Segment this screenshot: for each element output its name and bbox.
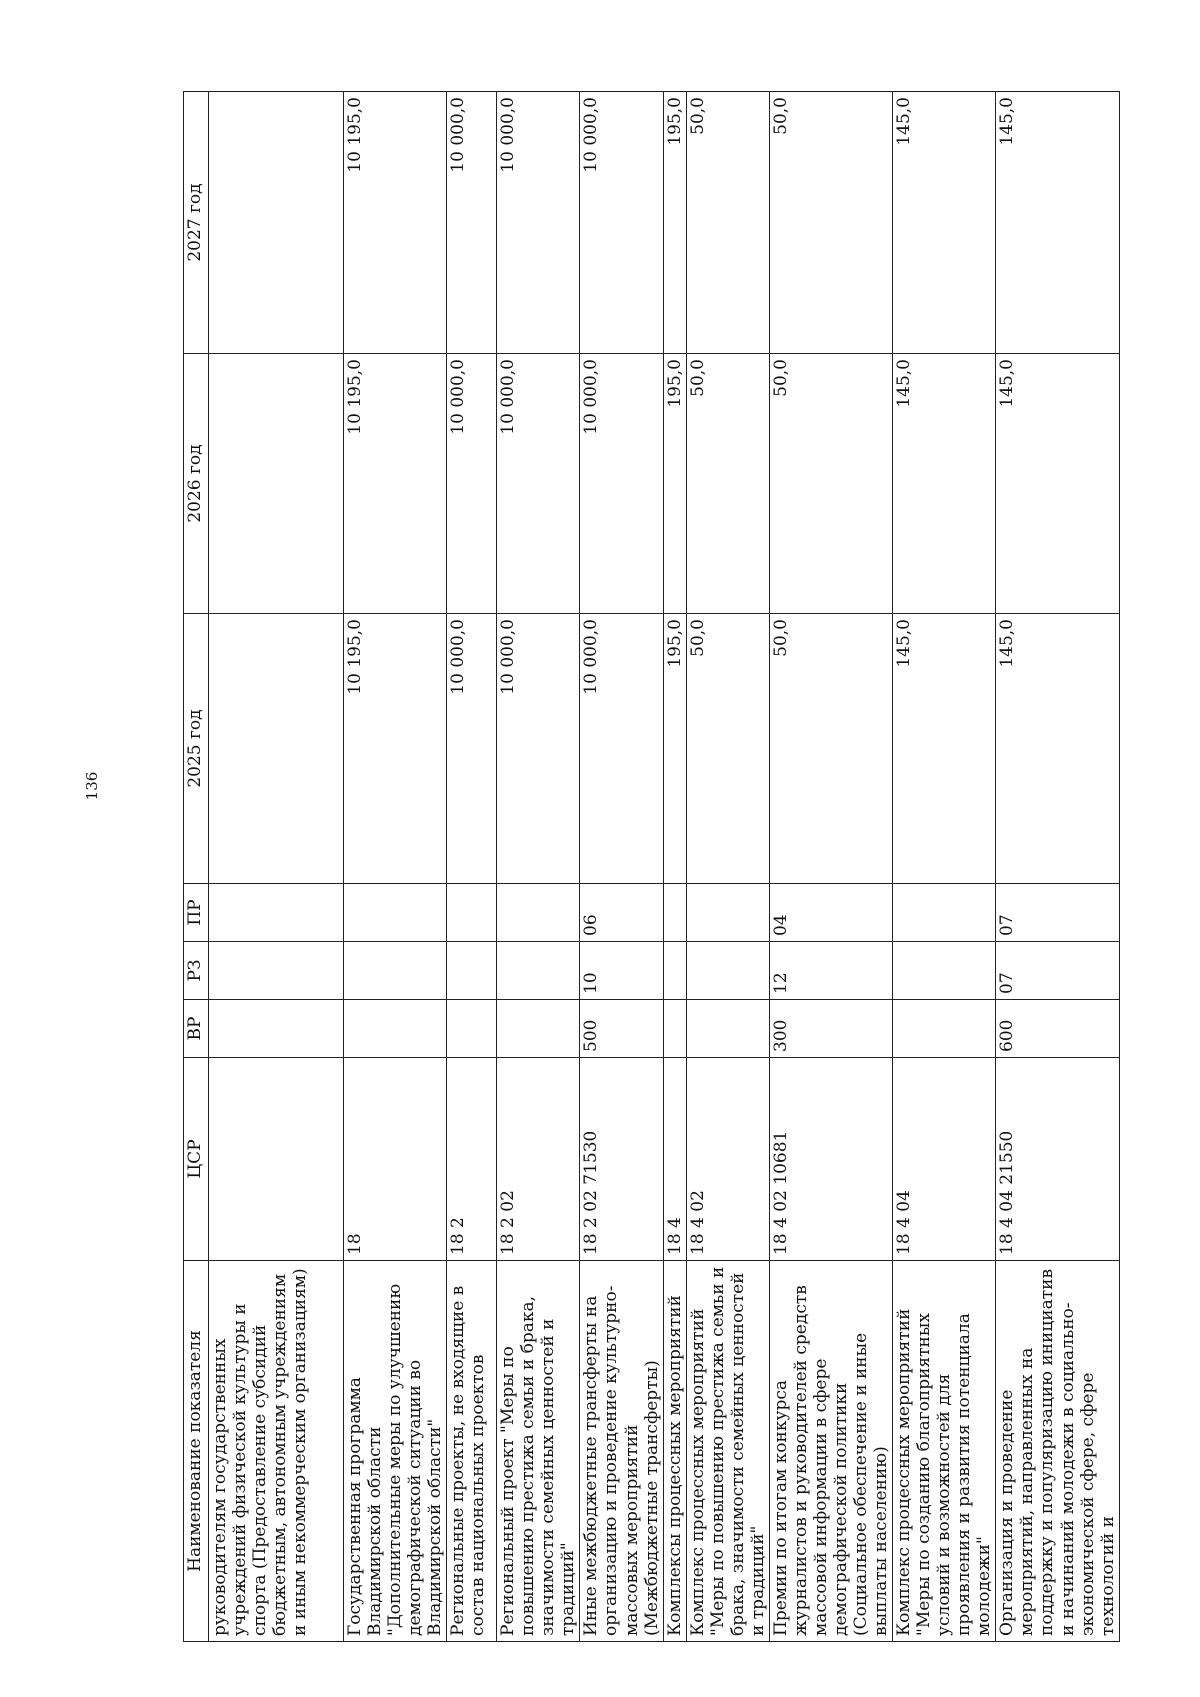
row-rz: [209, 942, 344, 1000]
row-2025: 10 195,0: [344, 614, 447, 884]
row-rz: [686, 942, 769, 1000]
row-name: руководителям государственных учреждений физической культуры и спорта (Предоставление субсидий бюджетным, автономным учреждениям и иным некоммерческим организациям): [209, 1261, 344, 1642]
row-pr: [497, 884, 580, 942]
row-vr: [447, 1000, 497, 1058]
row-pr: 04: [769, 884, 892, 942]
row-2025: 10 000,0: [447, 614, 497, 884]
row-name: Комплекс процессных мероприятий "Меры по созданию благоприятных условий и возможностей для проявления и развития потенциала молодежи": [893, 1261, 996, 1642]
row-csr: 18 4 04: [893, 1058, 996, 1261]
row-2026: 10 000,0: [580, 354, 663, 614]
header-2026: 2026 год: [184, 354, 209, 614]
row-name: Иные межбюджетные трансферты на организацию и проведение культурно-массовых мероприятий (Межбюджетные трансферты): [580, 1261, 663, 1642]
row-pr: [686, 884, 769, 942]
row-2025: 10 000,0: [497, 614, 580, 884]
row-rz: [893, 942, 996, 1000]
row-csr: 18 2 02 71530: [580, 1058, 663, 1261]
row-vr: [344, 1000, 447, 1058]
table-row: [447, 92, 497, 1642]
row-name: Комплексы процессных мероприятий: [663, 1261, 686, 1642]
row-name: Комплекс процессных мероприятий "Меры по повышению престижа семьи и брака, значимости семейных ценностей и традиций": [686, 1261, 769, 1642]
row-vr: [209, 1000, 344, 1058]
row-csr: 18 4 02: [686, 1058, 769, 1261]
row-pr: [893, 884, 996, 942]
row-csr: 18 4: [663, 1058, 686, 1261]
row-2026: 10 000,0: [447, 354, 497, 614]
row-rz: [663, 942, 686, 1000]
row-2025: 10 000,0: [580, 614, 663, 884]
row-2026: 50,0: [686, 354, 769, 614]
row-vr: [893, 1000, 996, 1058]
row-vr: [663, 1000, 686, 1058]
rotated-table-wrapper: [183, 92, 1118, 1642]
row-csr: 18 2: [447, 1058, 497, 1261]
row-2027: 50,0: [769, 92, 892, 354]
header-name: Наименование показателя: [184, 1261, 209, 1642]
row-rz: 10: [580, 942, 663, 1000]
row-csr: 18 4 04 21550: [996, 1058, 1119, 1261]
row-vr: [497, 1000, 580, 1058]
row-csr: 18 2 02: [497, 1058, 580, 1261]
row-vr: 300: [769, 1000, 892, 1058]
table-body: [209, 92, 1120, 1642]
row-2025: [209, 614, 344, 884]
row-name: Премии по итогам конкурса журналистов и руководителей средств массовой информации в сфере демографической политики (Социальное обеспечение и иные выплаты населению): [769, 1261, 892, 1642]
row-pr: [447, 884, 497, 942]
row-pr: 06: [580, 884, 663, 942]
table-row: [769, 92, 892, 1642]
table-row: [344, 92, 447, 1642]
row-2026: 195,0: [663, 354, 686, 614]
header-vr: ВР: [184, 1000, 209, 1058]
row-2025: 145,0: [996, 614, 1119, 884]
page-number: 136: [83, 771, 101, 801]
row-2027: [209, 92, 344, 354]
row-name: Региональные проекты, не входящие в состав национальных проектов: [447, 1261, 497, 1642]
row-vr: 600: [996, 1000, 1119, 1058]
budget-table: [183, 91, 1120, 1642]
table-row: [663, 92, 686, 1642]
row-csr: 18: [344, 1058, 447, 1261]
header-2027: 2027 год: [184, 92, 209, 354]
row-2025: 145,0: [893, 614, 996, 884]
table-row: [497, 92, 580, 1642]
row-2027: 145,0: [996, 92, 1119, 354]
row-vr: [686, 1000, 769, 1058]
row-rz: [447, 942, 497, 1000]
header-2025: 2025 год: [184, 614, 209, 884]
row-rz: [344, 942, 447, 1000]
row-2027: 10 000,0: [580, 92, 663, 354]
row-pr: [209, 884, 344, 942]
row-2026: 10 195,0: [344, 354, 447, 614]
table-row: [686, 92, 769, 1642]
table-row: [580, 92, 663, 1642]
row-name: Государственная программа Владимирской области "Дополнительные меры по улучшению демографической ситуации во Владимирской области": [344, 1261, 447, 1642]
header-rz: РЗ: [184, 942, 209, 1000]
row-2027: 10 000,0: [497, 92, 580, 354]
table-row: [893, 92, 996, 1642]
row-rz: [497, 942, 580, 1000]
row-2026: [209, 354, 344, 614]
row-name: Организация и проведение мероприятий, направленных на поддержку и популяризацию инициатив и начинаний молодежи в социально-экономической сфере, сфере технологий и: [996, 1261, 1119, 1642]
row-pr: 07: [996, 884, 1119, 942]
row-2027: 195,0: [663, 92, 686, 354]
row-2026: 50,0: [769, 354, 892, 614]
row-rz: 12: [769, 942, 892, 1000]
row-pr: [344, 884, 447, 942]
header-csr: ЦСР: [184, 1058, 209, 1261]
table-row: [209, 92, 344, 1642]
row-pr: [663, 884, 686, 942]
row-2027: 145,0: [893, 92, 996, 354]
row-rz: 07: [996, 942, 1119, 1000]
row-csr: 18 4 02 10681: [769, 1058, 892, 1261]
row-2026: 10 000,0: [497, 354, 580, 614]
row-2026: 145,0: [893, 354, 996, 614]
row-csr: [209, 1058, 344, 1261]
row-2026: 145,0: [996, 354, 1119, 614]
table-row: [996, 92, 1119, 1642]
row-name: Региональный проект "Меры по повышению престижа семьи и брака, значимости семейных ценностей и традиций": [497, 1261, 580, 1642]
row-2027: 50,0: [686, 92, 769, 354]
row-2025: 50,0: [686, 614, 769, 884]
row-2025: 50,0: [769, 614, 892, 884]
header-pr: ПР: [184, 884, 209, 942]
row-2027: 10 195,0: [344, 92, 447, 354]
row-2025: 195,0: [663, 614, 686, 884]
table-header-row: [184, 92, 209, 1642]
row-vr: 500: [580, 1000, 663, 1058]
row-2027: 10 000,0: [447, 92, 497, 354]
